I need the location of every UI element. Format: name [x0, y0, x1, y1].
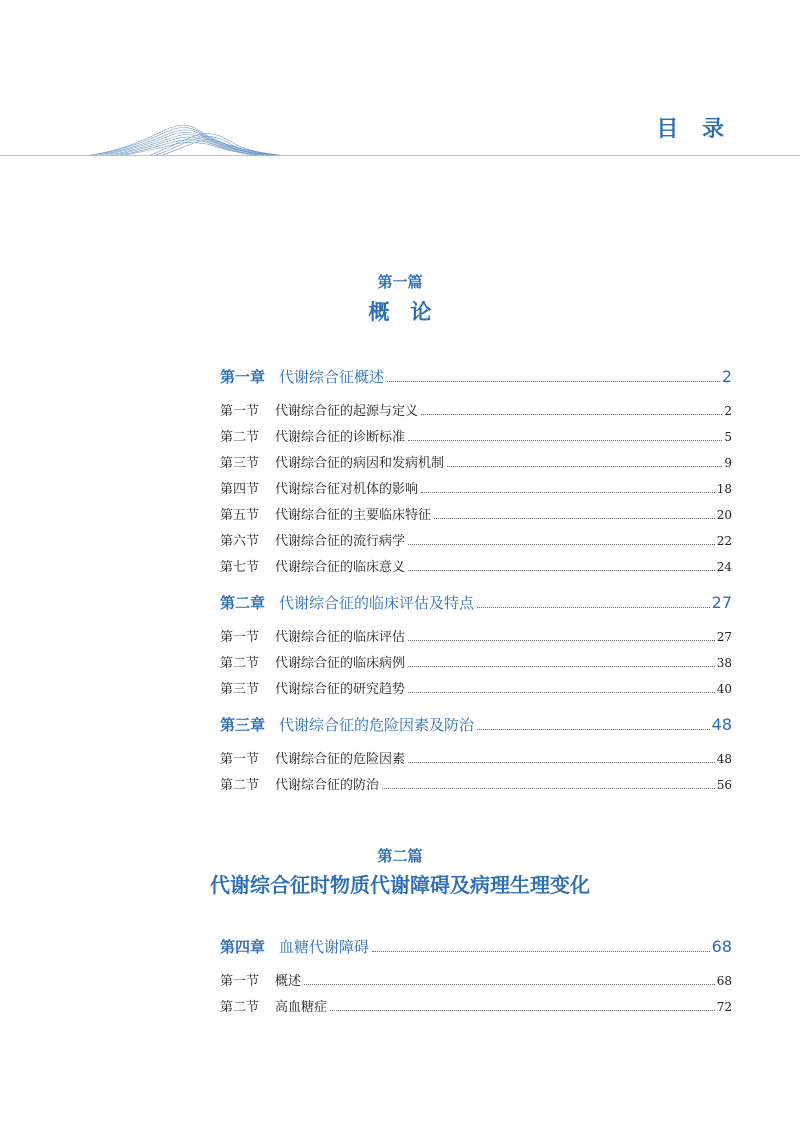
toc-block-part-1 — [220, 366, 732, 800]
chapter-page: 2 — [721, 367, 732, 386]
toc-heading: 目 录 — [656, 117, 732, 142]
section-title: 代谢综合征的诊断标准 — [275, 430, 406, 445]
section-number: 第一节 — [220, 752, 260, 767]
toc-section[interactable] — [220, 678, 732, 704]
dot-leader — [477, 607, 710, 608]
section-number: 第四节 — [220, 482, 260, 497]
toc-section[interactable] — [220, 452, 732, 478]
section-number: 第二节 — [220, 430, 260, 445]
dot-leader — [382, 788, 715, 789]
toc-section[interactable] — [220, 970, 732, 996]
dot-leader — [408, 762, 715, 763]
toc-section[interactable] — [220, 652, 732, 678]
toc-section[interactable] — [220, 626, 732, 652]
section-page: 24 — [716, 560, 732, 574]
dot-leader — [408, 544, 715, 545]
section-page: 72 — [716, 1000, 732, 1014]
dot-leader — [408, 440, 722, 441]
section-title: 代谢综合征的病因和发病机制 — [275, 456, 445, 471]
section-number: 第六节 — [220, 534, 260, 549]
section-title: 代谢综合征的防治 — [275, 778, 380, 793]
toc-section[interactable] — [220, 478, 732, 504]
section-page: 5 — [724, 430, 732, 444]
section-page: 22 — [716, 534, 732, 548]
section-number: 第七节 — [220, 560, 260, 575]
dot-leader — [421, 414, 722, 415]
chapter-number: 第三章 — [220, 716, 266, 734]
dot-leader — [408, 692, 715, 693]
chapter-title: 代谢综合征的临床评估及特点 — [279, 594, 475, 612]
toc-section[interactable] — [220, 530, 732, 556]
dot-leader — [421, 492, 715, 493]
toc-chapter-1[interactable] — [220, 366, 732, 392]
part-1-title: 概 论 — [368, 300, 432, 324]
section-number: 第二节 — [220, 778, 260, 793]
section-number: 第二节 — [220, 1000, 260, 1015]
section-page: 56 — [716, 778, 732, 792]
section-title: 代谢综合征对机体的影响 — [275, 482, 419, 497]
section-title: 代谢综合征的临床病例 — [275, 656, 406, 671]
section-number: 第二节 — [220, 656, 260, 671]
toc-section[interactable] — [220, 774, 732, 800]
section-number: 第三节 — [220, 682, 260, 697]
chapter-number: 第二章 — [220, 594, 266, 612]
section-number: 第五节 — [220, 508, 260, 523]
toc-section[interactable] — [220, 996, 732, 1022]
section-page: 27 — [716, 630, 732, 644]
toc-section[interactable] — [220, 748, 732, 774]
section-title: 代谢综合征的危险因素 — [275, 752, 406, 767]
part-2-title: 代谢综合征时物质代谢障碍及病理生理变化 — [210, 873, 590, 897]
section-page: 18 — [716, 482, 732, 496]
toc-chapter-4[interactable] — [220, 936, 732, 962]
dot-leader — [408, 570, 715, 571]
section-title: 代谢综合征的临床意义 — [275, 560, 406, 575]
section-page: 9 — [724, 456, 732, 470]
dot-leader — [408, 666, 715, 667]
section-page: 38 — [716, 656, 732, 670]
toc-section[interactable] — [220, 556, 732, 582]
section-number: 第一节 — [220, 404, 260, 419]
section-title: 高血糖症 — [275, 1000, 328, 1015]
section-title: 代谢综合征的研究趋势 — [275, 682, 406, 697]
toc-block-part-2 — [220, 936, 732, 1022]
section-page: 68 — [716, 974, 732, 988]
section-page: 2 — [724, 404, 732, 418]
section-title: 概述 — [275, 974, 302, 989]
toc-chapter-2[interactable] — [220, 592, 732, 618]
section-title: 代谢综合征的起源与定义 — [275, 404, 419, 419]
section-title: 代谢综合征的临床评估 — [275, 630, 406, 645]
dot-leader — [477, 729, 710, 730]
dot-leader — [330, 1010, 715, 1011]
chapter-title: 代谢综合征的危险因素及防治 — [279, 716, 475, 734]
dot-leader — [408, 640, 715, 641]
section-number: 第一节 — [220, 974, 260, 989]
toc-chapter-3[interactable] — [220, 714, 732, 740]
dot-leader — [304, 984, 715, 985]
toc-section[interactable] — [220, 400, 732, 426]
chapter-page: 68 — [711, 937, 732, 956]
section-page: 40 — [716, 682, 732, 696]
chapter-number: 第一章 — [220, 368, 266, 386]
dot-leader — [434, 518, 715, 519]
dot-leader — [372, 951, 710, 952]
section-number: 第三节 — [220, 456, 260, 471]
section-title: 代谢综合征的流行病学 — [275, 534, 406, 549]
dot-leader — [387, 381, 720, 382]
dot-leader — [447, 466, 722, 467]
toc-section[interactable] — [220, 504, 732, 530]
part-2-label: 第二篇 — [377, 847, 423, 865]
toc-section[interactable] — [220, 426, 732, 452]
part-1-label: 第一篇 — [377, 273, 423, 291]
section-title: 代谢综合征的主要临床特征 — [275, 508, 432, 523]
chapter-title: 血糖代谢障碍 — [279, 938, 370, 956]
section-page: 48 — [716, 752, 732, 766]
mountain-wave-decoration — [90, 118, 280, 158]
section-number: 第一节 — [220, 630, 260, 645]
chapter-title: 代谢综合征概述 — [279, 368, 385, 386]
chapter-number: 第四章 — [220, 938, 266, 956]
section-page: 20 — [716, 508, 732, 522]
chapter-page: 48 — [711, 715, 732, 734]
chapter-page: 27 — [711, 593, 732, 612]
